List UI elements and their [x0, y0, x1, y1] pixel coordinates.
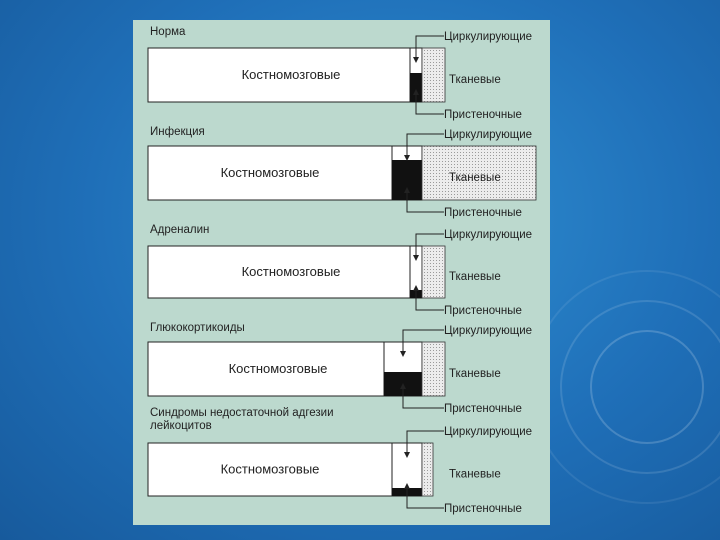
section-title: Глюкокортикоиды: [150, 322, 245, 334]
leukocyte-pools-diagram: [133, 20, 550, 525]
circulating-pool-label: Циркулирующие: [444, 426, 533, 438]
tissue-pool-fill: [422, 246, 445, 298]
tissue-pool-label: Тканевые: [449, 74, 501, 86]
pool-section: [148, 407, 532, 515]
section-title: Норма: [150, 26, 186, 38]
section-title: Адреналин: [150, 224, 210, 236]
pool-section: [148, 224, 532, 317]
tissue-pool-label: Тканевые: [449, 468, 501, 481]
marginal-pool-label: Пристеночные: [444, 109, 522, 121]
circulating-pool-label: Циркулирующие: [444, 325, 533, 337]
marrow-pool-label: Костномозговые: [241, 67, 341, 82]
water-ripple-decoration: [530, 270, 720, 504]
marrow-pool-label: Костномозговые: [228, 361, 328, 376]
marrow-pool-label: Костномозговые: [220, 165, 320, 180]
section-title: Инфекция: [150, 126, 205, 138]
section-title: лейкоцитов: [150, 420, 212, 432]
tissue-pool-fill: [422, 48, 445, 102]
pool-section: [148, 322, 532, 415]
marrow-pool-label: Костномозговые: [241, 264, 341, 279]
tissue-pool-label: Тканевые: [449, 368, 501, 380]
tissue-pool-label: Тканевые: [449, 271, 501, 283]
circulating-pool-label: Циркулирующие: [444, 129, 533, 141]
tissue-pool-fill: [422, 342, 445, 396]
marrow-pool-label: Костномозговые: [220, 461, 320, 477]
tissue-pool-fill: [422, 443, 433, 496]
circulating-pool-label: Циркулирующие: [444, 31, 533, 43]
marginal-pool-label: Пристеночные: [444, 207, 522, 219]
diagram-panel: [133, 20, 550, 525]
section-title: Синдромы недостаточной адгезии: [150, 407, 334, 419]
marginal-pool-label: Пристеночные: [444, 503, 522, 515]
marginal-pool-label: Пристеночные: [444, 305, 522, 317]
circulating-pool-label: Циркулирующие: [444, 229, 533, 241]
marginal-pool-label: Пристеночные: [444, 403, 522, 415]
pool-section: [148, 126, 536, 219]
tissue-pool-label: Тканевые: [449, 172, 501, 184]
pool-section: [148, 26, 532, 121]
